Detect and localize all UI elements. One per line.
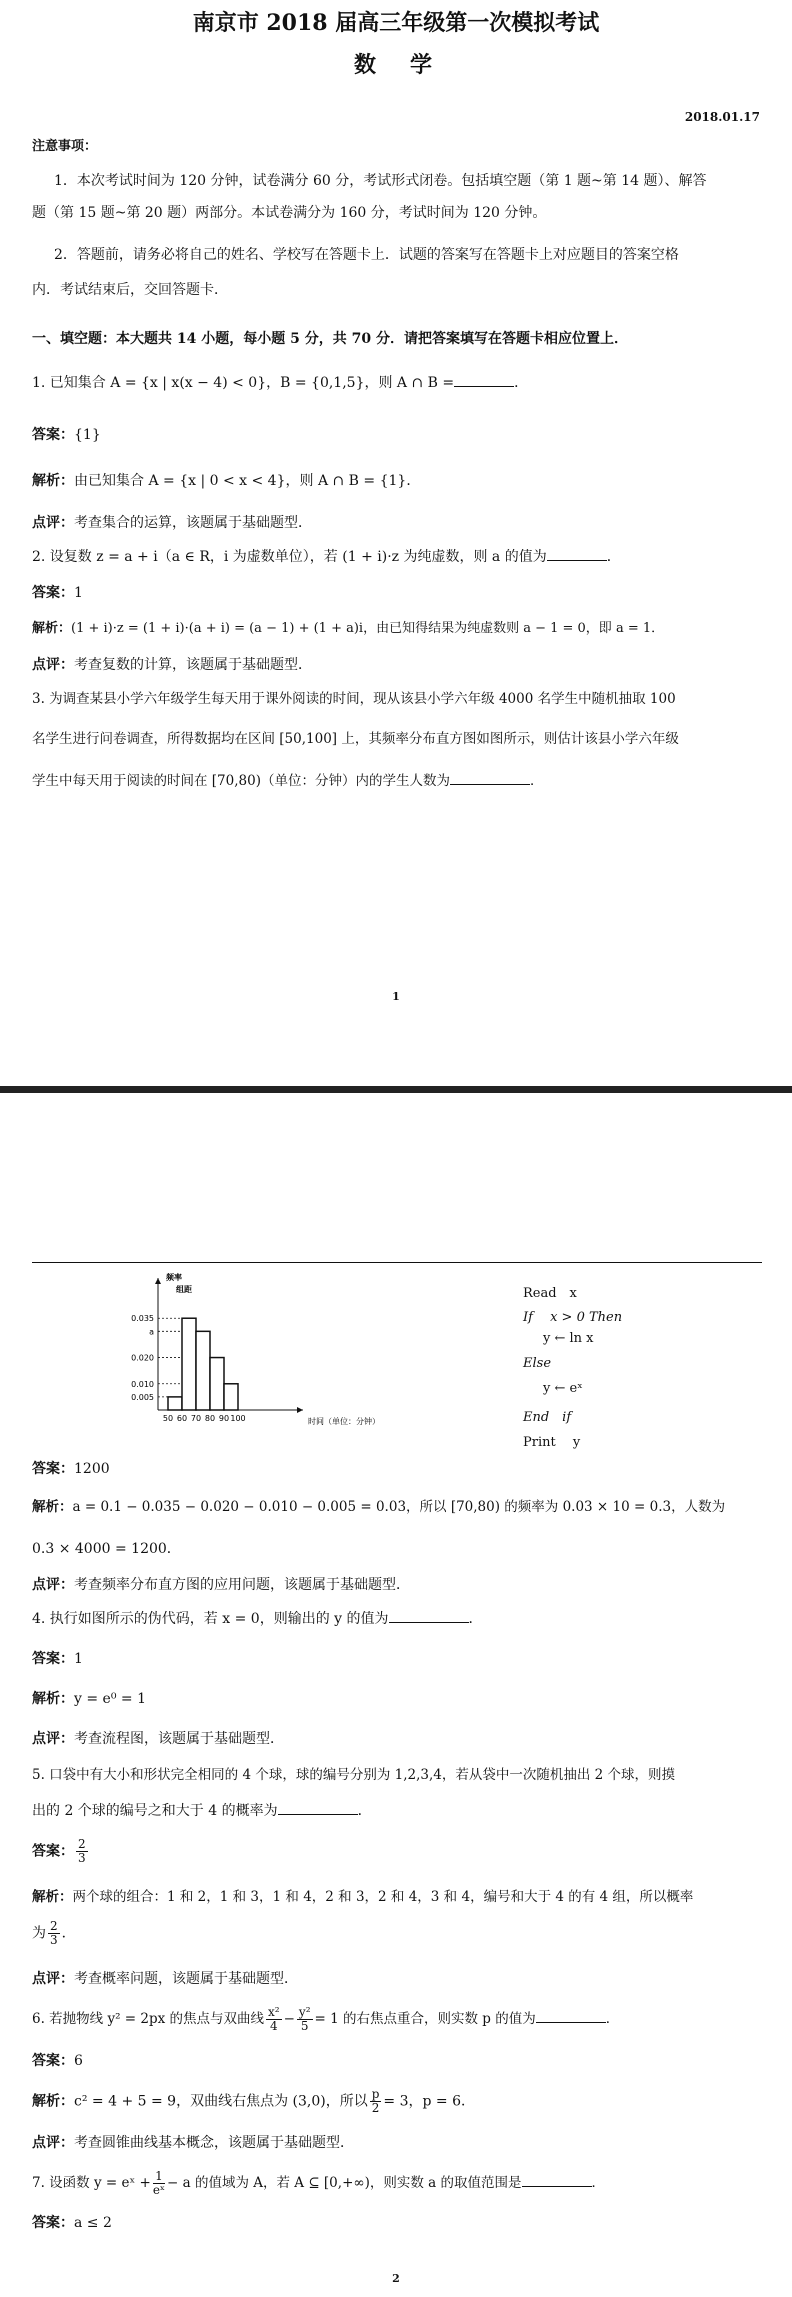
q7-fraction (153, 2170, 165, 2197)
answer-label: 答案： (32, 2215, 74, 2231)
code-line-1: Read x (523, 1286, 577, 1301)
subject-title: 数 学 (353, 52, 438, 78)
q2-comment-text: 考查复数的计算，该题属于基础题型． (74, 657, 312, 673)
q1-answer-text: {1} (74, 427, 101, 443)
x-tick-label: 60 (176, 1414, 188, 1423)
q6-analysis (32, 2088, 762, 2115)
q6-fraction-1 (266, 2006, 282, 2033)
q1-analysis (32, 472, 762, 492)
q5-comment (32, 1970, 762, 1990)
q7-answer-text: a ≤ 2 (74, 2215, 112, 2231)
q6-analysis-pre: c² = 4 + 5 = 9，双曲线右焦点为 (3,0)，所以 (74, 2093, 368, 2110)
histogram-bar (224, 1384, 238, 1410)
analysis-label: 解析： (32, 1691, 74, 1707)
y-tick-label: 0.020 (131, 1353, 154, 1363)
q3-analysis-a (32, 1498, 762, 1517)
q5-stem-b: 出的 2 个球的编号之和大于 4 的概率为 ． (32, 1803, 372, 1819)
q2-analysis-text: (1 + i)·z = (1 + i)·(a + i) = (a − 1) + (1 + a)i，由已知得结果为纯虚数则 a − 1 = 0，即 a = 1． (71, 621, 665, 636)
fraction-numerator: 2 (78, 1837, 86, 1851)
answer-blank (522, 2174, 592, 2187)
q5-answer (32, 1838, 762, 1865)
comment-label: 点评： (32, 657, 74, 673)
code-line-3: y ← ln x (543, 1331, 594, 1346)
answer-blank (454, 374, 514, 387)
q1-comment (32, 514, 762, 534)
q1-comment-text: 考查集合的运算，该题属于基础题型． (74, 515, 312, 531)
question-6: 6. 若抛物线 y² = 2px 的焦点与双曲线 $\frac{\text{x²}}{4}$ − $\frac{\text{y²}}{5}$ = 1 的右焦点重合，则实数 p 的值为 ． (32, 2005, 620, 2034)
page-number-2: 2 (392, 2272, 400, 2285)
q2-comment (32, 656, 762, 676)
answer-blank (547, 548, 607, 561)
exam-title: 南京市 2018 届高三年级第一次模拟考试 (192, 10, 600, 36)
q5-stem-b-text: 出的 2 个球的编号之和大于 4 的概率为 (32, 1803, 278, 1819)
histogram-bar (182, 1318, 196, 1410)
q5-answer-fraction (76, 1838, 88, 1865)
q6-comment-text: 考查圆锥曲线基本概念，该题属于基础题型． (74, 2135, 354, 2151)
q6-analysis-post: = 3，p = 6． (383, 2093, 475, 2110)
answer-label: 答案： (32, 585, 74, 601)
q4-comment (32, 1730, 762, 1750)
q5-stem-a: 5. 口袋中有大小和形状完全相同的 4 个球，球的编号分别为 1,2,3,4，若从袋中一次随机抽出 2 个球，则摸 (32, 1767, 676, 1783)
q6-stem-post: = 1 的右焦点重合，则实数 p 的值为 (314, 2011, 536, 2028)
q1-analysis-text: 由已知集合 A = {x | 0 < x < 4}，则 A ∩ B = {1}． (74, 473, 421, 489)
q7-answer (32, 2214, 762, 2234)
q4-stem: 4. 执行如图所示的伪代码，若 x = 0，则输出的 y 的值为 (32, 1611, 389, 1627)
code-line-6: End if (523, 1410, 572, 1425)
fraction-numerator: x² (268, 2005, 280, 2019)
q6-answer (32, 2052, 762, 2072)
analysis-label: 解析： (32, 621, 72, 636)
histogram-bar (168, 1397, 182, 1410)
q3-stem-c-text: 学生中每天用于阅读的时间在 [70,80)（单位：分钟）内的学生人数为 (32, 773, 450, 789)
y-tick-label: 0.035 (131, 1314, 154, 1324)
y-tick-label: 0.010 (131, 1379, 154, 1389)
q1-answer (32, 426, 762, 446)
q6-analysis-fraction (370, 2088, 382, 2115)
fraction-denominator: 2 (371, 2101, 380, 2116)
fraction-numerator: 1 (155, 2169, 163, 2183)
analysis-label: 解析： (32, 473, 74, 489)
q4-answer (32, 1650, 762, 1670)
q3-comment-text: 考查频率分布直方图的应用问题，该题属于基础题型． (74, 1577, 410, 1593)
comment-label: 点评： (32, 515, 74, 531)
answer-blank (389, 1610, 469, 1623)
q6-answer-text: 6 (74, 2053, 83, 2069)
y-tick-label: 0.005 (131, 1392, 154, 1402)
q7-stem-post: − a 的值域为 A，若 A ⊆ [0,+∞)，则实数 a 的取值范围是 (167, 2175, 522, 2192)
question-1: 1. 已知集合 A = {x | x(x − 4) < 0}，B = {0,1,5}，则 A ∩ B = ． (32, 375, 529, 391)
page-divider (0, 1086, 792, 1093)
y-axis-arrow (155, 1278, 161, 1284)
q4-analysis (32, 1690, 762, 1710)
q6-stem-pre: 6. 若抛物线 y² = 2px 的焦点与双曲线 (32, 2011, 265, 2028)
notice-item-1a: 1．本次考试时间为 120 分钟，试卷满分 60 分，考试形式闭卷。包括填空题（第 1 题~第 14 题）、解答 (54, 173, 707, 189)
x-tick-label: 50 (162, 1414, 174, 1423)
q3-analysis-text: a = 0.1 − 0.035 − 0.020 − 0.010 − 0.005 = 0.03，所以 [70,80) 的频率为 0.03 × 10 = 0.3，人数为 (72, 1499, 726, 1515)
q6-minus: − (283, 2011, 295, 2028)
frequency-histogram (118, 1270, 388, 1440)
q2-answer-text: 1 (74, 585, 83, 601)
histogram-bar (210, 1358, 224, 1410)
answer-label: 答案： (32, 1651, 74, 1667)
q5-analysis-text: 两个球的组合：1 和 2，1 和 3，1 和 4，2 和 3，2 和 4，3 和 4，编号和大于 4 的有 4 组，所以概率 (72, 1889, 694, 1905)
q5-comment-text: 考查概率问题，该题属于基础题型． (74, 1971, 298, 1987)
fraction-denominator: eˣ (152, 2183, 165, 2198)
analysis-label: 解析： (32, 1499, 73, 1515)
notice-heading: 注意事项： (32, 139, 98, 154)
q6-fraction-2 (297, 2006, 313, 2033)
x-tick-label: 90 (218, 1414, 230, 1423)
q5-analysis-pre: 为 (32, 1925, 46, 1942)
fraction-numerator: p (371, 2087, 380, 2101)
q3-stem-c: 学生中每天用于阅读的时间在 [70,80)（单位：分钟）内的学生人数为 ． (32, 773, 544, 789)
answer-blank (450, 772, 530, 785)
q6-comment (32, 2134, 762, 2154)
x-axis-arrow (297, 1407, 303, 1413)
answer-blank (278, 1802, 358, 1815)
q3-comment (32, 1576, 762, 1596)
notice-item-2b: 内．考试结束后，交回答题卡． (32, 282, 228, 298)
comment-label: 点评： (32, 2135, 74, 2151)
y-tick-label: a (149, 1327, 154, 1337)
comment-label: 点评： (32, 1971, 74, 1987)
answer-label: 答案： (32, 427, 74, 443)
code-line-5: y ← eˣ (543, 1381, 583, 1396)
answer-blank (536, 2010, 606, 2023)
q2-stem: 2. 设复数 z = a + i（a ∈ R，i 为虚数单位），若 (1 + i)·z 为纯虚数，则 a 的值为 (32, 549, 547, 565)
comment-label: 点评： (32, 1731, 74, 1747)
page-number-1: 1 (392, 990, 400, 1003)
code-line-4: Else (523, 1356, 552, 1371)
chart-title: 频率 (166, 1273, 182, 1282)
fraction-denominator: 3 (78, 1851, 86, 1866)
q5-analysis-a (32, 1888, 762, 1907)
header-rule (32, 1262, 762, 1263)
q3-analysis-b: 0.3 × 4000 = 1200． (32, 1541, 181, 1557)
comment-label: 点评： (32, 1577, 74, 1593)
answer-label: 答案： (32, 2053, 74, 2069)
x-tick-label: 80 (204, 1414, 216, 1423)
answer-label: 答案： (32, 1461, 74, 1477)
fraction-denominator: 3 (50, 1933, 58, 1948)
question-7: 7. 设函数 y = eˣ + $\frac{1}{\text{eˣ}}$ − a 的值域为 A，若 A ⊆ [0,+∞)，则实数 a 的取值范围是 ． (32, 2169, 606, 2198)
q4-comment-text: 考查流程图，该题属于基础题型． (74, 1731, 284, 1747)
q3-answer (32, 1460, 762, 1480)
q4-analysis-text: y = e⁰ = 1 (74, 1691, 146, 1707)
fraction-denominator: 5 (300, 2019, 309, 2034)
question-4: 4. 执行如图所示的伪代码，若 x = 0，则输出的 y 的值为 ． (32, 1611, 483, 1627)
notice-item-2a: 2．答题前，请务必将自己的姓名、学校写在答题卡上．试题的答案写在答题卡上对应题目的答案空格 (54, 247, 679, 263)
q1-stem: 1. 已知集合 A = {x | x(x − 4) < 0}，B = {0,1,5}，则 A ∩ B = (32, 375, 455, 391)
section-heading: 一、填空题：本大题共 14 小题，每小题 5 分，共 70 分．请把答案填写在答题卡相应位置上． (32, 331, 628, 347)
chart-subtitle: 组距 (176, 1285, 192, 1294)
q5-analysis-b: 为 $\frac{2}{3}$ ． (32, 1919, 76, 1948)
fraction-denominator: 4 (270, 2019, 278, 2034)
x-tick-label: 70 (190, 1414, 202, 1423)
fraction-numerator: 2 (50, 1919, 58, 1933)
q3-stem-b: 名学生进行问卷调查，所得数据均在区间 [50,100] 上，其频率分布直方图如图所示，则估计该县小学六年级 (32, 731, 679, 747)
notice-item-1b: 题（第 15 题~第 20 题）两部分。本试卷满分为 160 分，考试时间为 120 分钟。 (32, 205, 547, 221)
answer-label: 答案： (32, 1843, 74, 1860)
q3-stem-a: 3. 为调查某县小学六年级学生每天用于课外阅读的时间，现从该县小学六年级 4000 名学生中随机抽取 100 (32, 691, 676, 707)
q2-answer (32, 584, 762, 604)
q7-stem-pre: 7. 设函数 y = eˣ + (32, 2175, 151, 2192)
x-axis-label: 时间（单位：分钟） (308, 1417, 380, 1426)
code-line-2: If x > 0 Then (523, 1310, 623, 1325)
fraction-numerator: y² (298, 2005, 311, 2019)
code-line-7: Print y (523, 1435, 581, 1450)
q3-answer-text: 1200 (74, 1461, 110, 1477)
x-tick-label: 100 (230, 1414, 246, 1423)
histogram-bar (196, 1331, 210, 1410)
q4-answer-text: 1 (74, 1651, 83, 1667)
question-2: 2. 设复数 z = a + i（a ∈ R，i 为虚数单位），若 (1 + i)·z 为纯虚数，则 a 的值为 ． (32, 549, 621, 565)
q2-analysis (32, 620, 762, 638)
exam-date: 2018.01.17 (684, 110, 760, 124)
analysis-label: 解析： (32, 2093, 74, 2110)
analysis-label: 解析： (32, 1889, 73, 1905)
q5-analysis-fraction (48, 1920, 60, 1947)
